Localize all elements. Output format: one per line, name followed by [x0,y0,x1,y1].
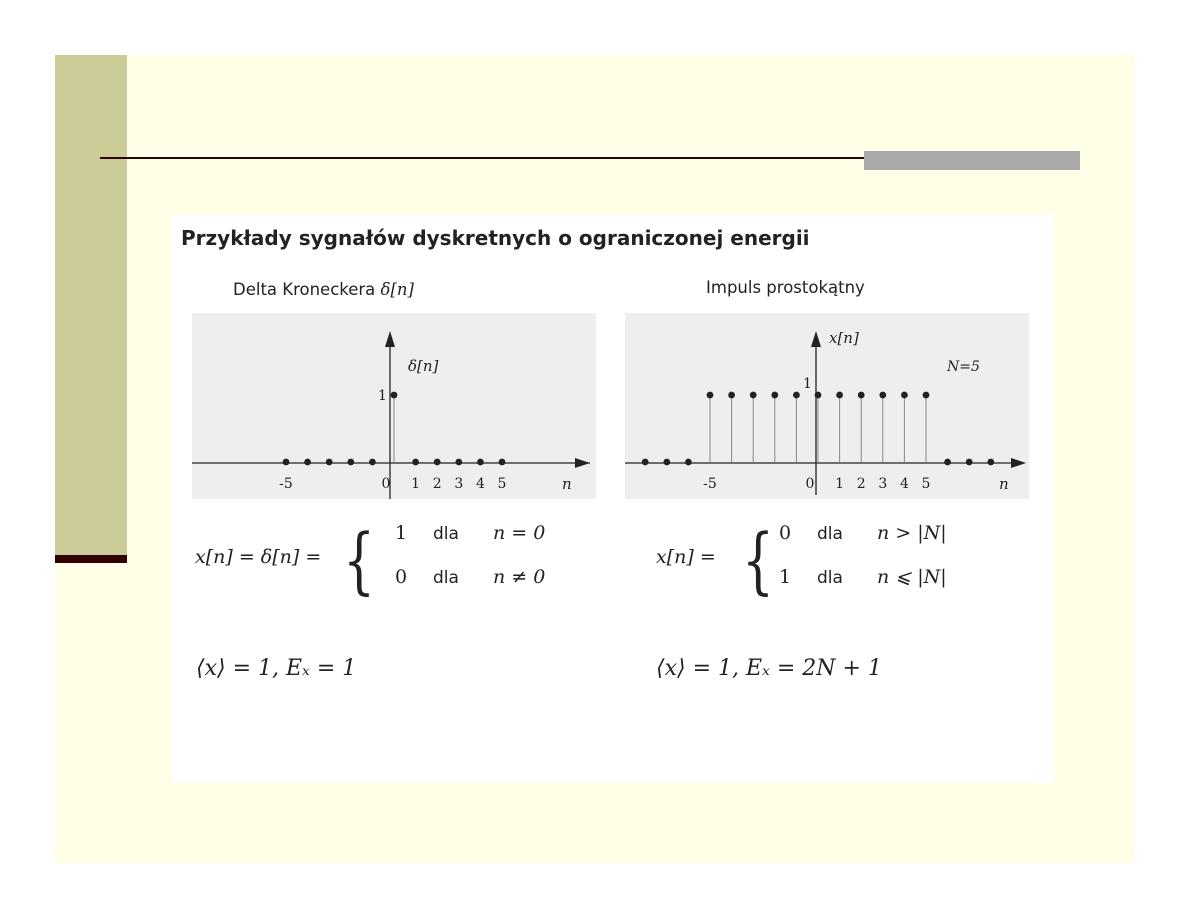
stem-point [707,392,714,399]
tick-label: 0 [805,476,815,492]
left-formula-case-2 [395,566,545,588]
stem-point [815,392,822,399]
left-formula-lhs: x[n] = δ[n] = [195,546,322,568]
left-formula [195,518,595,608]
left-plot-title-text: Delta Kroneckera [233,280,381,299]
case-value: 1 [779,566,792,588]
stem-point [966,459,973,466]
case-word: dla [433,568,459,588]
stem-point [836,392,843,399]
right-plot-title: Impuls prostokątny [706,278,865,297]
left-energy: ⟨x⟩ = 1, Eₓ = 1 [196,656,357,681]
rect-pulse-chart [625,313,1029,499]
right-formula-lhs: x[n] = [656,546,716,568]
stem-point [642,459,649,466]
tick-label: 4 [475,476,485,492]
tick-label: 0 [381,476,391,492]
case-condition: n ⩽ |N| [877,566,947,588]
right-formula-case-2 [779,566,947,588]
stem-point [499,459,506,466]
title-accent-bar [864,151,1080,170]
tick-label: 5 [921,476,931,492]
stem-point [304,459,311,466]
right-formula [656,518,1016,608]
stem-point [283,459,290,466]
left-plot-title [233,280,414,299]
left-formula-brace: { [343,518,376,602]
stem-point [728,392,735,399]
case-word: dla [817,568,843,588]
stem-point [412,459,419,466]
plot-background [625,313,1029,499]
content-panel [172,215,1054,783]
stem-point [771,392,778,399]
case-condition: n > |N| [877,522,947,544]
case-value: 0 [395,566,408,588]
tick-label: 1 [411,476,421,492]
y-one-label: 1 [378,388,387,404]
tick-label: 3 [878,476,888,492]
left-plot-title-symbol: δ[n] [380,280,414,299]
stem-point [391,392,398,399]
stem-point [923,392,930,399]
y-axis-label: x[n] [829,329,859,347]
tick-label: -5 [703,476,717,492]
right-energy: ⟨x⟩ = 1, Eₓ = 2N + 1 [656,656,882,681]
y-one-label: 1 [803,376,812,392]
stem-point [455,459,462,466]
case-value: 1 [395,522,408,544]
y-axis-label: δ[n] [408,357,439,375]
slide-heading: Przykłady sygnałów dyskretnych o ograniczonej energii [181,226,810,250]
tick-label: 5 [497,476,507,492]
stem-point [326,459,333,466]
stem-point [685,459,692,466]
tick-label: 2 [856,476,866,492]
stem-point [434,459,441,466]
stem-point [750,392,757,399]
stem-point [944,459,951,466]
stem-point [879,392,886,399]
stem-point [901,392,908,399]
stem-point [987,459,994,466]
tick-label: 4 [899,476,909,492]
stem-point [477,459,484,466]
x-axis-label: n [999,475,1009,493]
delta-chart [192,313,596,499]
case-word: dla [817,524,843,544]
param-label: N=5 [947,359,980,375]
stem-point [347,459,354,466]
tick-label: 3 [454,476,464,492]
stem-point [663,459,670,466]
case-value: 0 [779,522,792,544]
stem-point [369,459,376,466]
sidebar-rule [55,555,127,563]
right-formula-brace: { [742,518,775,602]
tick-label: 2 [432,476,442,492]
case-condition: n = 0 [493,522,546,544]
stem-point [793,392,800,399]
slide-sidebar [55,55,127,563]
left-formula-case-1 [395,522,545,544]
tick-label: -5 [279,476,293,492]
tick-label: 1 [835,476,845,492]
x-axis-label: n [562,475,572,493]
stem-point [858,392,865,399]
case-condition: n ≠ 0 [493,566,546,588]
right-formula-case-1 [779,522,947,544]
case-word: dla [433,524,459,544]
